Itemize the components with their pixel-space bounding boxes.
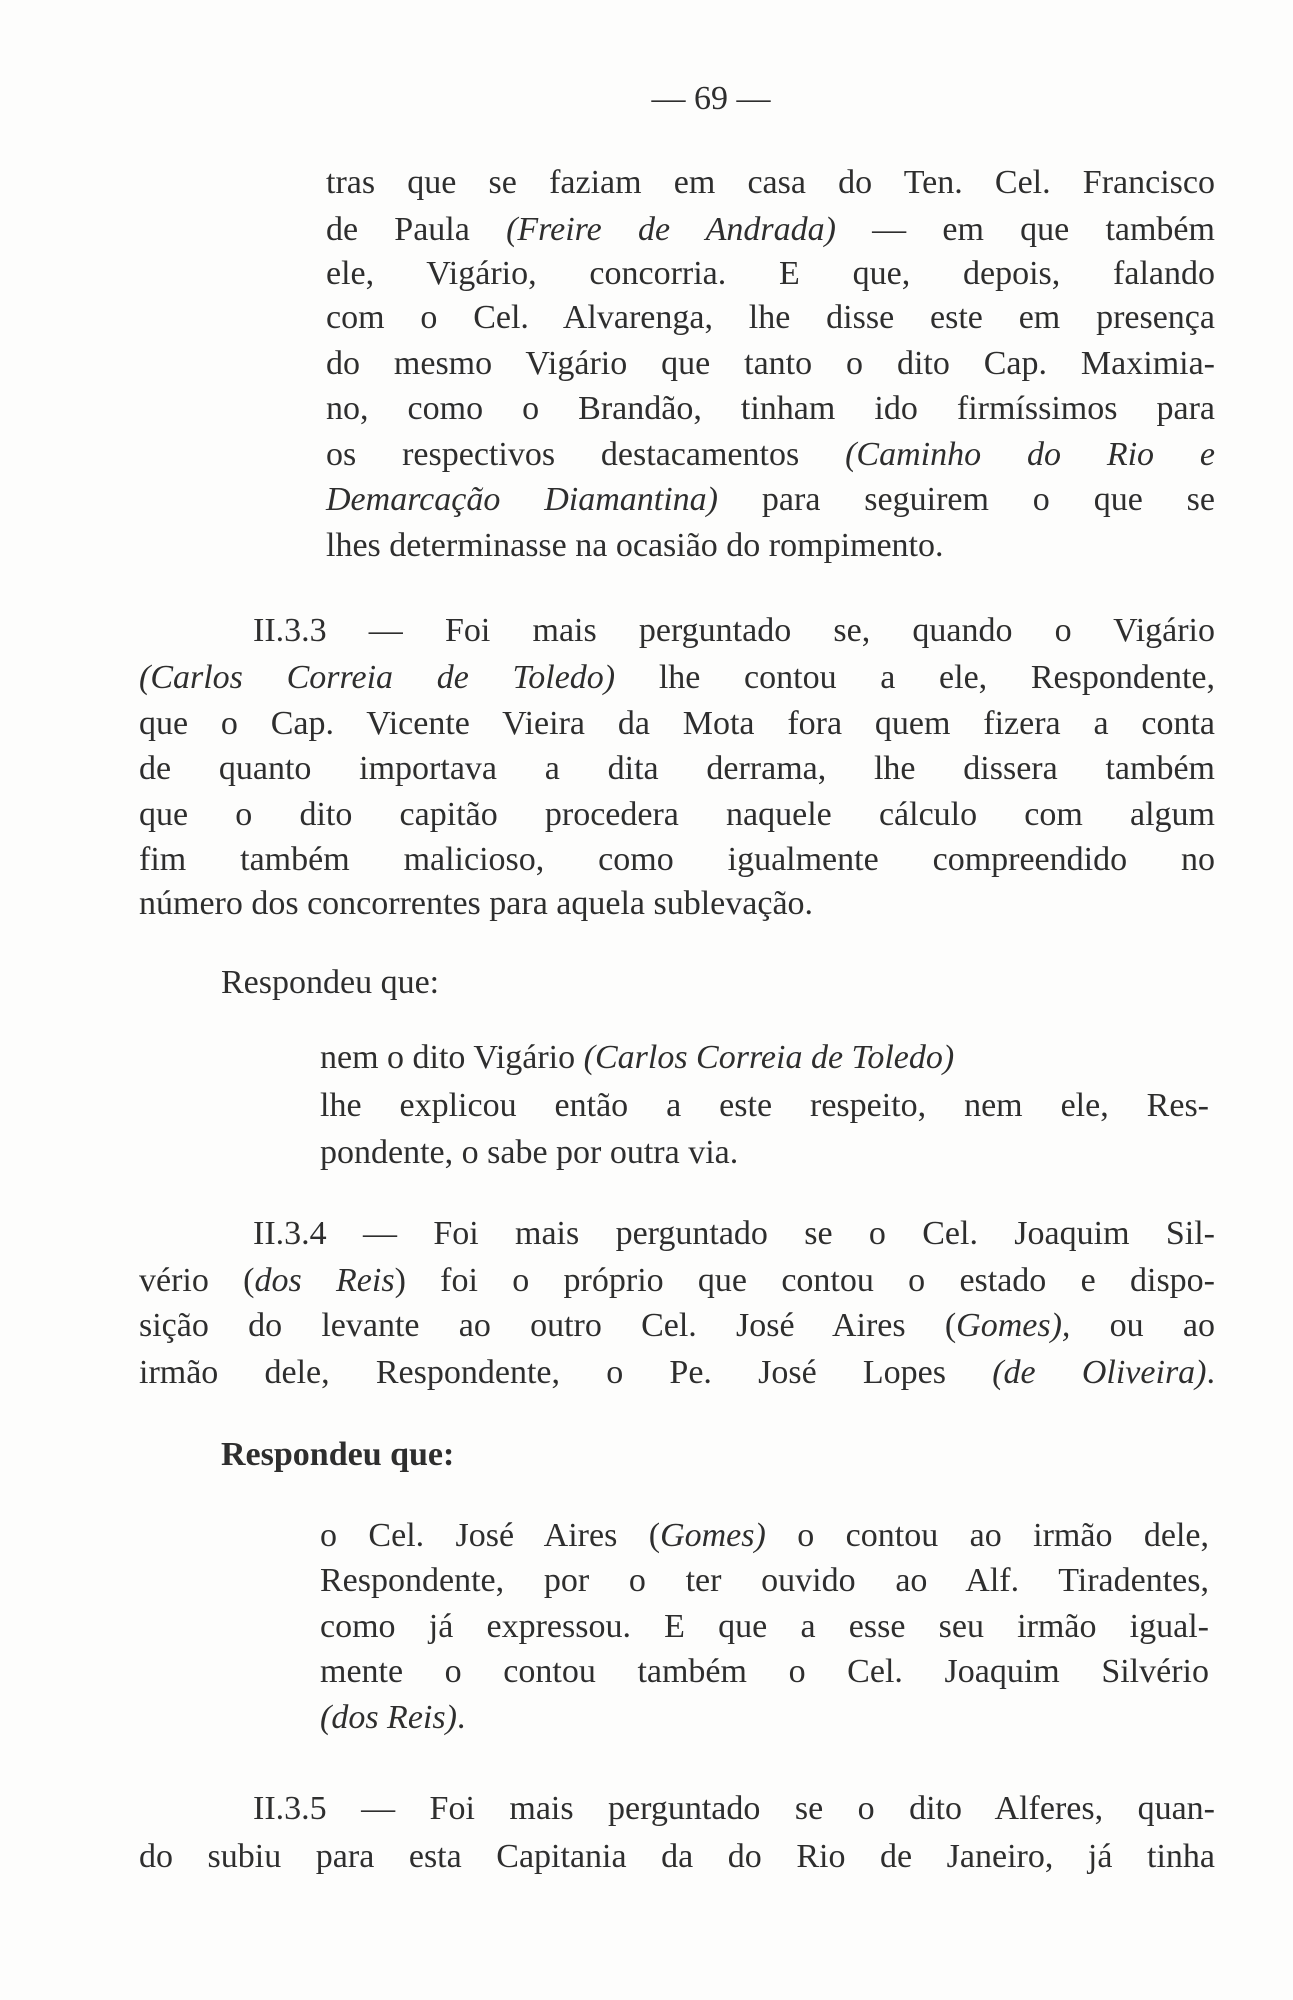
text-line [326, 296, 1215, 340]
text: lhe contou a ele, Respondente, [615, 659, 1215, 696]
text: o Cel. José Aires ( [320, 1517, 661, 1554]
text-line [326, 208, 1215, 252]
text-line [320, 1084, 1209, 1128]
text: para seguirem o que se [718, 481, 1216, 518]
text-line [139, 793, 1215, 837]
text-line [326, 387, 1215, 431]
text: no, como o Brandão, tinham ido firmíssimos para [326, 390, 1215, 427]
answer-heading: Respondeu que: [221, 964, 440, 1001]
text: o contou ao irmão dele, [765, 1517, 1210, 1554]
text: . [456, 1699, 466, 1736]
text-line [253, 1787, 1215, 1831]
text: sição do levante ao outro Cel. José Aires ( [139, 1307, 957, 1344]
text: lhes determinasse na ocasião do rompimento. [326, 527, 944, 564]
italic-text: (Carlos Correia de Toledo) [583, 1039, 955, 1076]
text: irmão dele, Respondente, o Pe. José Lopes [139, 1354, 993, 1391]
text: II.3.3 — Foi mais perguntado se, quando o Vigário [253, 612, 1215, 649]
italic-text: (Carlos Correia de Toledo) [139, 659, 616, 696]
text-line [253, 1212, 1215, 1256]
text-line [326, 342, 1215, 386]
text-line [139, 1304, 1215, 1348]
text: mente o contou também o Cel. Joaquim Silvério [320, 1653, 1209, 1690]
text: Respondente, por o ter ouvido ao Alf. Tiradentes, [320, 1562, 1209, 1599]
text-line [326, 252, 1215, 296]
text: número dos concorrentes para aquela sublevação. [139, 885, 814, 922]
italic-text: Gomes) [660, 1517, 766, 1554]
text: nem o dito Vigário [320, 1039, 584, 1076]
text-line [139, 747, 1215, 791]
text-line [320, 1559, 1209, 1603]
text-line [253, 609, 1215, 653]
text: que o Cap. Vicente Vieira da Mota fora quem fizera a conta [139, 705, 1215, 742]
text: de quanto importava a dita derrama, lhe dissera também [139, 750, 1215, 787]
text-line [320, 1650, 1209, 1694]
text: como já expressou. E que a esse seu irmão igual- [320, 1608, 1209, 1645]
text: ele, Vigário, concorria. E que, depois, falando [326, 255, 1215, 292]
text: tras que se faziam em casa do Ten. Cel. Francisco [326, 164, 1215, 201]
text-line [139, 838, 1215, 882]
text-line [139, 656, 1215, 700]
text-line [139, 1835, 1215, 1879]
text: de Paula [326, 211, 507, 248]
italic-text: Demarcação Diamantina) [326, 481, 719, 518]
text: do subiu para esta Capitania da do Rio de Janeiro, já tinha [139, 1838, 1215, 1875]
text: ou ao [1070, 1307, 1215, 1344]
text: lhe explicou então a este respeito, nem ele, Res- [320, 1087, 1209, 1124]
page-number: — 69 — [651, 80, 771, 117]
italic-text: (de Oliveira) [992, 1354, 1207, 1391]
text-line [139, 1351, 1215, 1395]
italic-text: (Caminho do Rio e [845, 436, 1215, 473]
answer-heading: Respondeu que: [221, 1436, 455, 1473]
text: ) foi o próprio que contou o estado e dispo- [394, 1262, 1215, 1299]
text-line [320, 1605, 1209, 1649]
text: — em que também [835, 211, 1215, 248]
text-line [326, 433, 1215, 477]
text-line [326, 478, 1215, 522]
text-line [320, 1036, 1209, 1080]
text-line [139, 1259, 1215, 1303]
text-line [326, 161, 1215, 205]
text: os respectivos destacamentos [326, 436, 846, 473]
italic-text: (Freire de Andrada) [506, 211, 836, 248]
text-line [139, 702, 1215, 746]
text: com o Cel. Alvarenga, lhe disse este em presença [326, 299, 1215, 336]
text: pondente, o sabe por outra via. [320, 1134, 739, 1171]
text-line [320, 1131, 1209, 1175]
italic-text: (dos Reis) [320, 1699, 457, 1736]
text-line [320, 1696, 1209, 1740]
text-line [139, 882, 1215, 926]
text: do mesmo Vigário que tanto o dito Cap. Maximia- [326, 345, 1215, 382]
text: II.3.4 — Foi mais perguntado se o Cel. Joaquim Sil- [253, 1215, 1215, 1252]
italic-text: Gomes), [956, 1307, 1071, 1344]
italic-text: dos Reis [254, 1262, 395, 1299]
text-line [320, 1514, 1209, 1558]
text: fim também malicioso, como igualmente compreendido no [139, 841, 1215, 878]
text: que o dito capitão procedera naquele cálculo com algum [139, 796, 1215, 833]
text: vério ( [139, 1262, 255, 1299]
text-line [326, 524, 1215, 568]
text: II.3.5 — Foi mais perguntado se o dito Alferes, quan- [253, 1790, 1215, 1827]
text: . [1206, 1354, 1215, 1391]
